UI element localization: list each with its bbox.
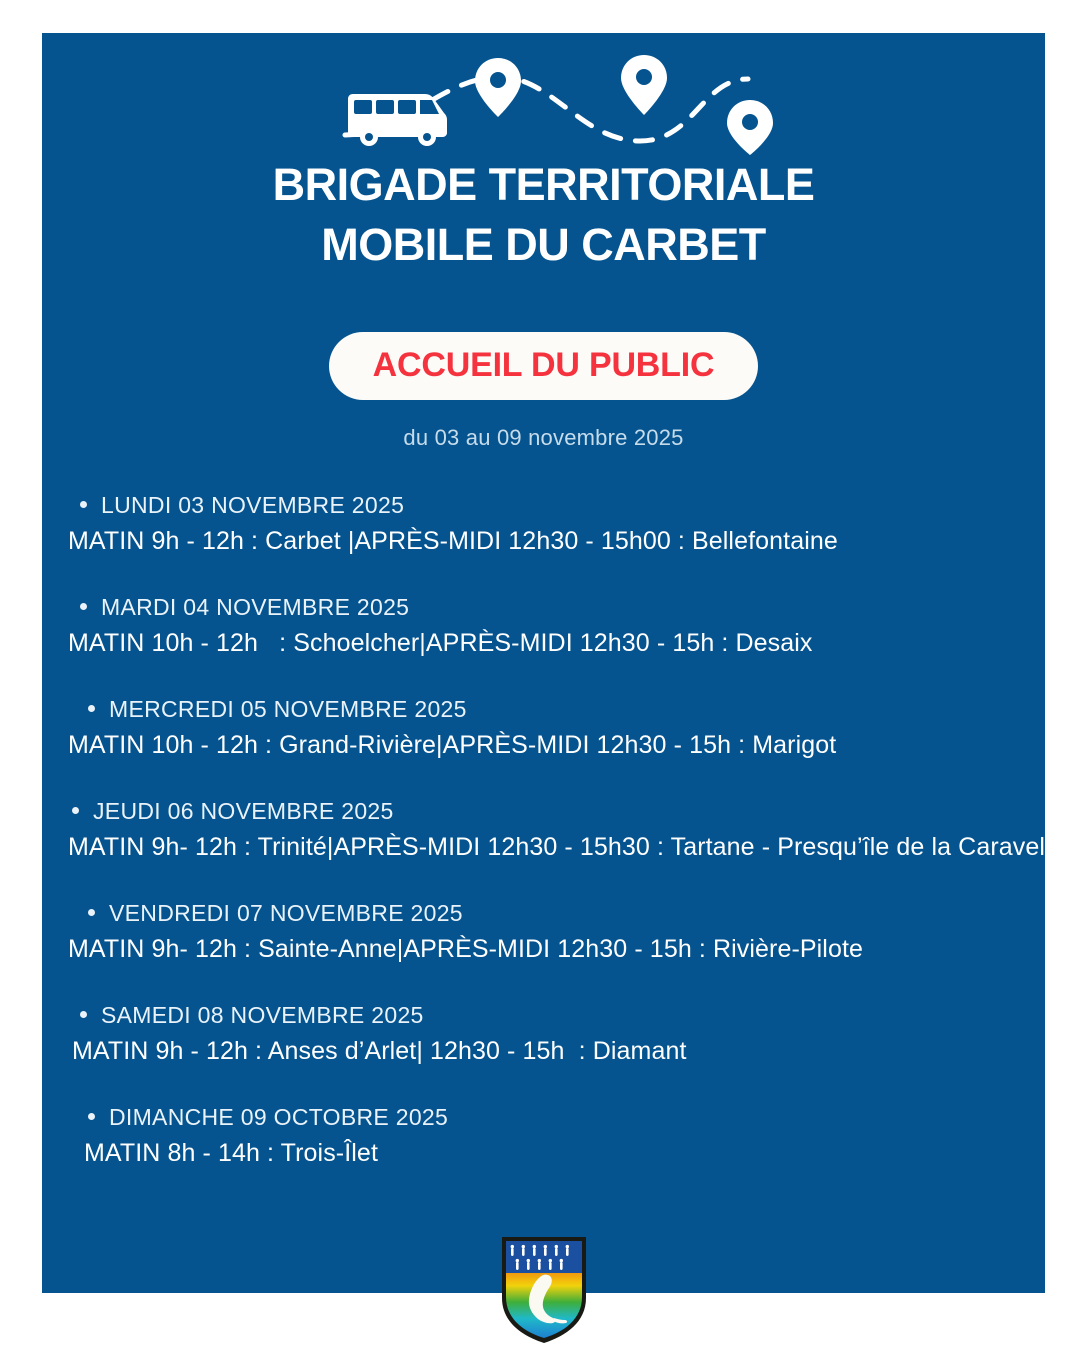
schedule-day-label: DIMANCHE 09 OCTOBRE 2025 [109,1104,449,1130]
schedule-entry [42,794,1065,866]
bullet-icon [80,603,87,610]
schedule-detail-row: MATIN 9h - 12h : Carbet |APRÈS-MIDI 12h30 - 15h00 : Bellefontaine [68,526,838,555]
schedule-detail-row: MATIN 10h - 12h : Schoelcher|APRÈS-MIDI 12h30 - 15h : Desaix [68,628,813,657]
schedule-day-label: LUNDI 03 NOVEMBRE 2025 [101,492,405,518]
schedule-day-row [42,794,1045,829]
bullet-icon [80,1011,87,1018]
schedule-detail-row: MATIN 8h - 14h : Trois-Îlet [84,1138,378,1167]
title-line-1: BRIGADE TERRITORIALE [272,159,815,210]
badge-container [42,332,1045,400]
schedule-detail-row: MATIN 9h- 12h : Sainte-Anne|APRÈS-MIDI 12h30 - 15h : Rivière-Pilote [68,934,864,963]
coat-of-arms [42,1235,1045,1348]
bullet-icon [80,501,87,508]
map-pin-icon [727,100,773,155]
schedule-entry [42,692,1045,764]
schedule-day-row [42,896,1045,931]
schedule-entry [42,1100,1045,1172]
schedule-day-row [42,590,1045,625]
schedule-entry [42,896,1045,968]
schedule-entry [42,590,1045,662]
schedule-entry [42,488,1045,560]
bullet-icon [88,705,95,712]
schedule-detail-row: MATIN 9h - 12h : Anses d’Arlet| 12h30 - 15h : Diamant [72,1036,687,1065]
schedule-day-row [42,488,1045,523]
route-artwork [42,55,1045,155]
schedule-day-label: SAMEDI 08 NOVEMBRE 2025 [101,1002,424,1028]
title-line-2: MOBILE DU CARBET [321,218,766,270]
schedule-day-label: MERCREDI 05 NOVEMBRE 2025 [109,696,467,722]
poster-panel [42,33,1065,1293]
bullet-icon [72,807,79,814]
schedule-entry [42,998,1045,1070]
accueil-du-public-badge: ACCUEIL DU PUBLIC [329,332,759,400]
bullet-icon [88,909,95,916]
map-pin-icon [475,58,521,117]
page-title [42,155,1045,275]
schedule-day-label: MARDI 04 NOVEMBRE 2025 [101,594,410,620]
schedule-day-row [42,998,1045,1033]
schedule-detail-row: MATIN 9h- 12h : Trinité|APRÈS-MIDI 12h30 - 15h30 : Tartane - Presqu’île de la Caravelle [68,832,1065,861]
schedule-detail-row: MATIN 10h - 12h : Grand-Rivière|APRÈS-MIDI 12h30 - 15h : Marigot [68,730,837,759]
schedule-day-label: JEUDI 06 NOVEMBRE 2025 [93,798,394,824]
schedule-day-row [42,1100,1045,1135]
date-range-label: du 03 au 09 novembre 2025 [403,425,684,450]
bullet-icon [88,1113,95,1120]
schedule-day-row [42,692,1045,727]
schedule-day-label: VENDREDI 07 NOVEMBRE 2025 [109,900,463,926]
bus-icon [348,94,447,146]
schedule-list [42,488,1065,1172]
map-pin-icon [621,55,667,115]
